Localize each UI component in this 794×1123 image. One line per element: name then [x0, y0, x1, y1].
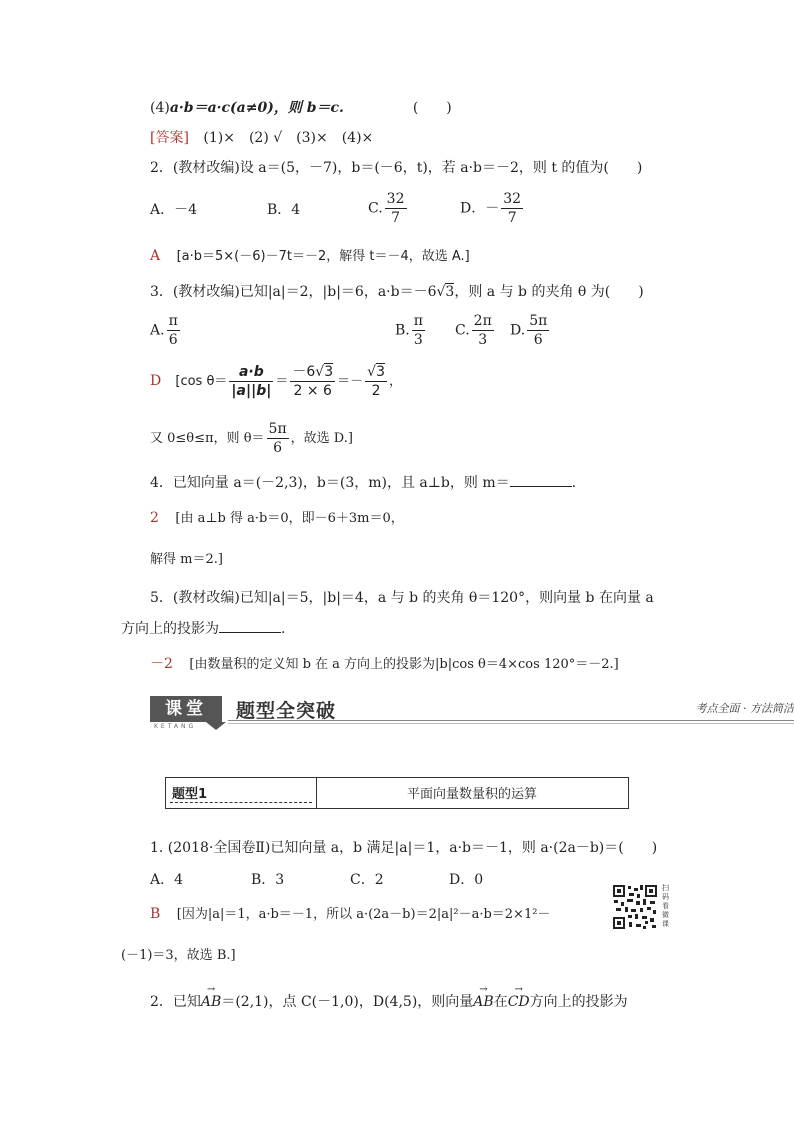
p3-solution-fraction-3 [365, 363, 387, 400]
p3-answer-letter: D [150, 373, 162, 389]
p5-answer-value: －2 [150, 656, 173, 672]
vector-ab: → AB [201, 992, 221, 1012]
p3-solution-open: [cos θ＝ [175, 374, 228, 389]
p3-solution-fraction-2 [290, 363, 335, 400]
answer-line [150, 128, 373, 148]
ex1-option-d: D．0 [449, 872, 484, 888]
p3-option-c-fraction [472, 312, 494, 349]
badge-subtitle: KETANG [154, 723, 197, 730]
ex2-stem [150, 992, 628, 1012]
p3-solution-tail: ， [388, 374, 402, 389]
sqrt-sign: √ [436, 284, 446, 300]
section-slogan: 考点全面 · 方法简洁 [695, 702, 794, 715]
p3-option-b-fraction [412, 312, 425, 349]
frac-num [290, 363, 335, 382]
answer-text: (1)× (2) √ (3)× (4)× [203, 130, 374, 146]
frac-num: 32 [386, 191, 405, 207]
frac-den: 6 [273, 440, 283, 456]
frac-num: 2π [473, 313, 492, 329]
frac-num [365, 363, 387, 382]
p2-option-d [460, 190, 525, 227]
p2-option-a: A．－4 [150, 202, 198, 218]
p3-option-b-label: B. [395, 322, 410, 339]
type-tag-underline [170, 802, 312, 803]
vector-cd: → CD [508, 992, 530, 1012]
p2-option-c-label: C. [368, 200, 383, 217]
p2-solution [150, 246, 470, 267]
p2-option-c [368, 190, 409, 227]
vector-ab-2: → AB [473, 992, 493, 1012]
p3-solution-line2 [150, 420, 353, 457]
ex1-solution-line2: (－1)＝3，故选 B.] [121, 948, 236, 963]
p3-stem-a: 3．(教材改编)已知|a|＝2，|b|＝6，a·b＝－6 [150, 284, 437, 300]
type-table-tag-cell [166, 778, 317, 808]
p3-option-a-label: A. [150, 322, 165, 339]
q4-paren: ( ) [412, 100, 452, 116]
p3-option-c-label: C. [455, 322, 470, 339]
q4-prefix: (4) [150, 100, 170, 116]
ex1-option-c: C．2 [350, 872, 384, 888]
frac-num: a·b [229, 363, 273, 382]
frac-num: π [413, 313, 423, 329]
frac-num-sqrt: 3 [324, 364, 334, 380]
banner-divider [228, 720, 794, 721]
p5-solution [150, 654, 619, 675]
ex1-stem: 1. (2018·全国卷Ⅱ)已知向量 a，b 满足|a|＝1，a·b＝－1，则 a·(2a－b)＝( ) [150, 840, 658, 856]
frac-den: 2 × 6 [293, 383, 332, 399]
p3-solution [150, 363, 402, 400]
p2-option-c-fraction [385, 190, 407, 227]
p4-solution [150, 508, 404, 529]
frac-num: 32 [503, 191, 522, 207]
frac-den: |a||b| [231, 383, 272, 399]
banner-divider-2 [228, 723, 794, 724]
ex1-option-b: B．3 [251, 872, 285, 888]
p3-stem [150, 282, 644, 302]
frac-num-sqrt: 3 [376, 364, 385, 380]
p3-stem-sqrt: 3 [445, 284, 455, 300]
p4-stem-text: 4．已知向量 a＝(－2,3)，b＝(3，m)，且 a⊥b，则 m＝ [150, 475, 510, 491]
p5-stem-line2 [121, 618, 285, 639]
p4-stem [150, 472, 576, 493]
ex2-part-2: ＝(2,1)，点 C(－1,0)，D(4,5)，则向量 [221, 994, 474, 1010]
p5-stem-line1: 5．(教材改编)已知|a|＝5，|b|＝4，a 与 b 的夹角 θ＝120°，则向量 b 在向量 a [150, 590, 654, 606]
p2-option-d-label: D．－ [460, 200, 500, 217]
section-banner [150, 696, 794, 730]
p3-option-d [510, 312, 551, 349]
badge-pointer [206, 722, 226, 730]
frac-den: 3 [413, 332, 423, 348]
section-badge: 课堂 [150, 696, 222, 722]
p2-option-d-fraction [501, 190, 523, 227]
sqrt-sign: √ [367, 364, 377, 380]
p5-solution-text: [由数量积的定义知 b 在 a 方向上的投影为|b|cos θ＝4×cos 120°＝－2.] [189, 657, 619, 672]
sqrt-sign: √ [315, 364, 325, 380]
p3-option-d-fraction [527, 312, 549, 349]
ex1-solution [150, 904, 550, 925]
p4-answer-blank[interactable] [510, 472, 572, 487]
frac-den: 6 [168, 332, 178, 348]
p3-solution-eq: ＝ [275, 374, 289, 389]
ex1-solution-text: [因为|a|＝1，a·b＝－1，所以 a·(2a－b)＝2|a|²－a·b＝2×1²－ [176, 907, 551, 922]
type-table [165, 777, 629, 809]
p3-solution-fraction-1 [229, 363, 273, 400]
ex2-part-1: 2．已知 [150, 994, 201, 1010]
type-tag: 题型1 [172, 787, 208, 802]
type-title: 平面向量数量积的运算 [406, 787, 537, 802]
p2-option-b: B．4 [267, 202, 301, 218]
p2-solution-text: [a·b＝5×(－6)－7t＝－2，解得 t＝－4，故选 A.] [176, 249, 470, 264]
qr-code[interactable] [612, 884, 658, 930]
frac-num-a: －6 [292, 364, 316, 380]
ex2-part-4: 方向上的投影为 [529, 994, 628, 1010]
q4-statement [150, 98, 452, 118]
p2-answer-letter: A [150, 248, 161, 264]
p3-solution-line2-b: ，故选 D.] [290, 431, 353, 446]
qr-caption: 扫码看微课 [662, 884, 669, 928]
p3-solution-eq2: ＝－ [337, 374, 364, 389]
frac-num: 5π [529, 313, 548, 329]
p2-stem: 2．(教材改编)设 a＝(5，－7)，b＝(－6，t)，若 a·b＝－2，则 t 的值为( ) [150, 160, 643, 176]
p3-stem-b: ，则 a 与 b 的夹角 θ 为( ) [454, 284, 644, 300]
ex2-part-3: 在 [493, 994, 508, 1010]
p3-solution-line2-a: 又 0≤θ≤π，则 θ＝ [150, 431, 265, 446]
answer-tag: [答案] [150, 130, 189, 146]
p3-option-c [455, 312, 496, 349]
ex1-option-a: A．4 [150, 872, 184, 888]
p4-answer-value: 2 [150, 510, 159, 526]
frac-num: π [168, 313, 178, 329]
p3-option-d-label: D. [510, 322, 526, 339]
frac-den: 6 [533, 332, 543, 348]
section-title: 题型全突破 [236, 700, 337, 722]
frac-den: 7 [507, 210, 517, 226]
p3-solution-line2-fraction [267, 420, 289, 457]
p4-solution-line2: 解得 m＝2.] [150, 552, 223, 567]
p5-stem-line2-text: 方向上的投影为 [121, 621, 219, 637]
ex1-answer-letter: B [150, 906, 161, 922]
p5-stem-line2-end: . [281, 621, 286, 637]
p4-solution-text: [由 a⊥b 得 a·b＝0，即－6＋3m＝0， [175, 511, 404, 526]
p5-answer-blank[interactable] [219, 618, 281, 633]
p4-stem-end: . [571, 475, 577, 491]
p3-option-b [395, 312, 427, 349]
p3-option-a-fraction [167, 312, 180, 349]
frac-den: 7 [391, 210, 401, 226]
frac-den: 3 [478, 332, 488, 348]
q4-expression: a·b＝a·c(a≠0)，则 b＝c. [169, 100, 344, 116]
frac-den: 2 [371, 383, 381, 399]
frac-num: 5π [268, 421, 287, 437]
p3-option-a [150, 312, 182, 349]
